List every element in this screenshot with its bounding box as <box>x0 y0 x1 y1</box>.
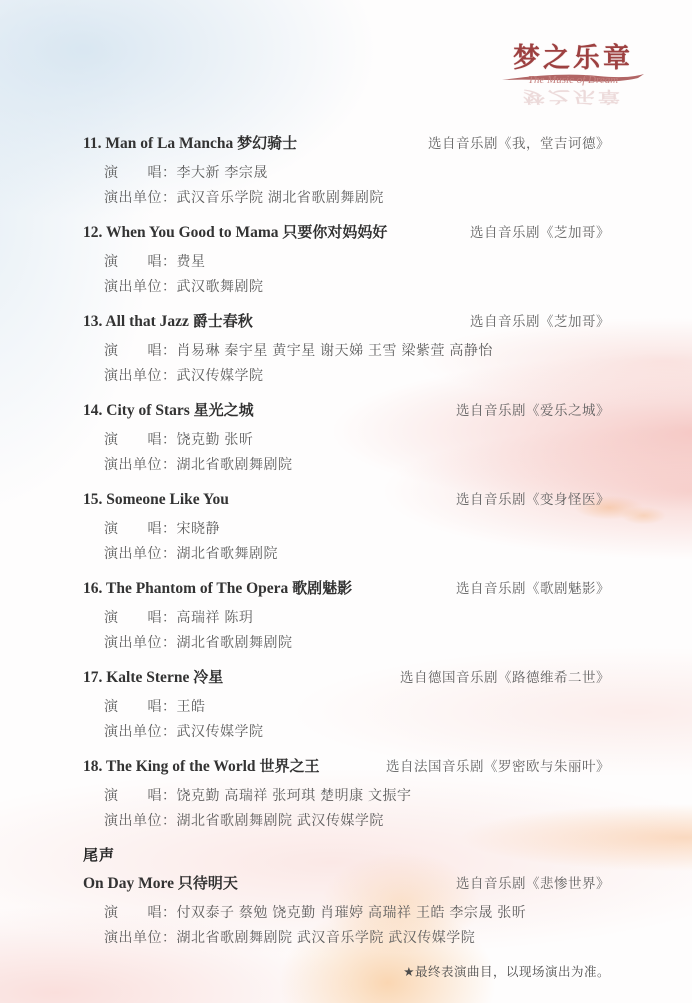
singers-line: 演 唱：饶克勤 张昕 <box>104 431 254 447</box>
song-source: 选自音乐剧《我，堂吉诃德》 <box>428 136 610 151</box>
singers-line: 演 唱：费星 <box>104 253 206 269</box>
units-line: 演出单位：湖北省歌剧舞剧院 武汉音乐学院 武汉传媒学院 <box>104 929 476 945</box>
song-source: 选自音乐剧《芝加哥》 <box>470 225 610 240</box>
song-title: On Day More 只待明天 <box>83 875 238 892</box>
program-item-18 <box>83 755 610 833</box>
units-line: 演出单位：武汉歌舞剧院 <box>104 278 264 294</box>
logo-subtitle: The Music of Dream <box>527 73 619 86</box>
song-source: 选自音乐剧《歌剧魅影》 <box>456 581 610 596</box>
singers-line: 演 唱：肖易琳 秦宇星 黄宇星 谢天娣 王雪 梁紫萱 高静怡 <box>104 342 493 358</box>
song-source: 选自法国音乐剧《罗密欧与朱丽叶》 <box>386 759 610 774</box>
song-title: 17. Kalte Sterne 冷星 <box>83 669 224 686</box>
song-title: 16. The Phantom of The Opera 歌剧魅影 <box>83 580 353 597</box>
units-line: 演出单位：湖北省歌剧舞剧院 <box>104 456 293 472</box>
song-source: 选自音乐剧《芝加哥》 <box>470 314 610 329</box>
program-item-17 <box>83 666 610 744</box>
song-title: 13. All that Jazz 爵士春秋 <box>83 313 253 330</box>
singers-line: 演 唱：李大新 李宗晟 <box>104 164 268 180</box>
singers-line: 演 唱：王皓 <box>104 698 206 714</box>
program-item-15 <box>83 488 610 566</box>
units-line: 演出单位：武汉传媒学院 <box>104 367 264 383</box>
singers-line: 演 唱：宋晓静 <box>104 520 220 536</box>
song-source: 选自音乐剧《爱乐之城》 <box>456 403 610 418</box>
program-item-12 <box>83 221 610 299</box>
song-source: 选自音乐剧《变身怪医》 <box>456 492 610 507</box>
epilogue-heading: 尾声 <box>83 847 116 864</box>
song-title: 11. Man of La Mancha 梦幻骑士 <box>83 135 298 152</box>
units-line: 演出单位：湖北省歌舞剧院 <box>104 545 278 561</box>
song-title: 18. The King of the World 世界之王 <box>83 758 320 775</box>
units-line: 演出单位：武汉传媒学院 <box>104 723 264 739</box>
singers-line: 演 唱：饶克勤 高瑞祥 张珂琪 楚明康 文振宇 <box>104 787 412 803</box>
program-item-16 <box>83 577 610 655</box>
program-item-13 <box>83 310 610 388</box>
logo-reflection: 梦之乐章 <box>522 87 623 106</box>
units-line: 演出单位：湖北省歌剧舞剧院 <box>104 634 293 650</box>
footnote: ★最终表演曲目，以现场演出为准。 <box>403 965 610 979</box>
units-line: 演出单位：湖北省歌剧舞剧院 武汉传媒学院 <box>104 812 384 828</box>
song-source: 选自音乐剧《悲惨世界》 <box>456 876 610 891</box>
song-source: 选自德国音乐剧《路德维希二世》 <box>400 670 610 685</box>
logo-title: 梦之乐章 <box>513 43 633 73</box>
song-title: 15. Someone Like You <box>83 491 229 508</box>
program-item-11 <box>83 132 610 210</box>
program-item-14 <box>83 399 610 477</box>
song-title: 12. When You Good to Mama 只要你对妈妈好 <box>83 224 388 241</box>
singers-line: 演 唱：付双泰子 蔡勉 饶克勤 肖璀婷 高瑞祥 王皓 李宗晟 张昕 <box>104 904 527 920</box>
singers-line: 演 唱：高瑞祥 陈玥 <box>104 609 254 625</box>
song-title: 14. City of Stars 星光之城 <box>83 402 254 419</box>
units-line: 演出单位：武汉音乐学院 湖北省歌剧舞剧院 <box>104 189 384 205</box>
program-item-epilogue <box>83 872 610 950</box>
